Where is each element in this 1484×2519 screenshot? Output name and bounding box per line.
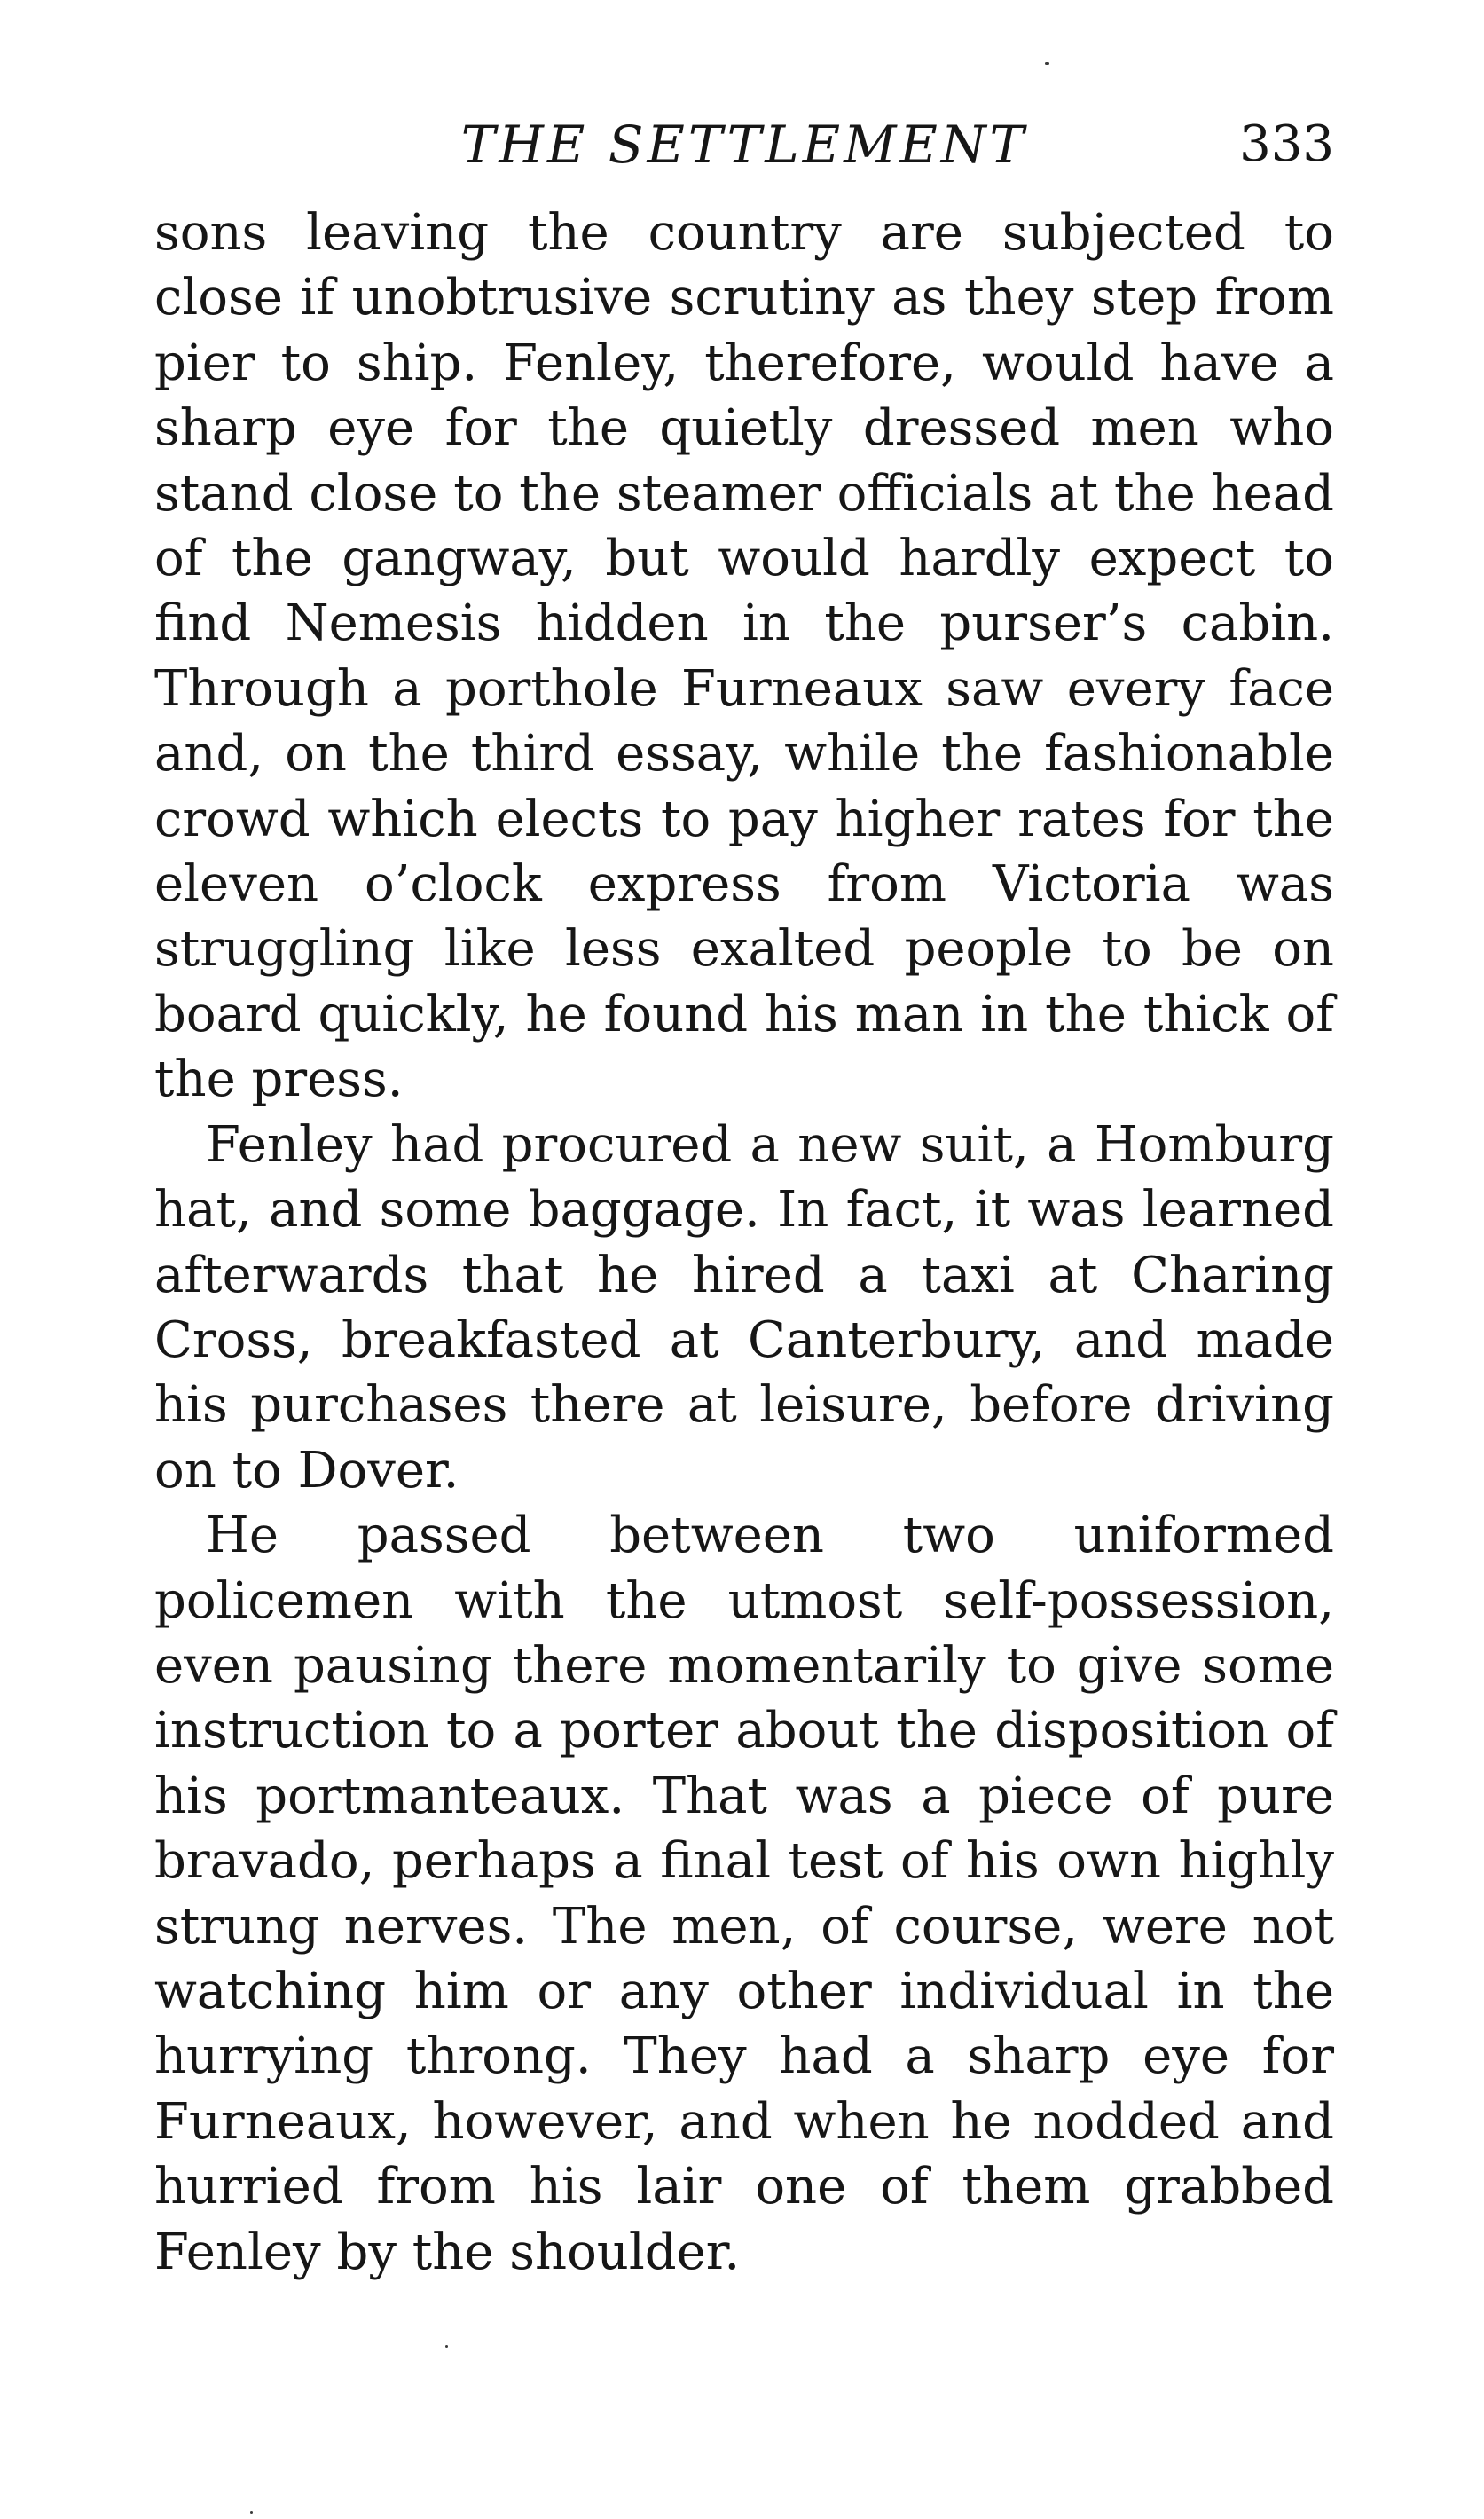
- paragraph-3: He passed between two uniformed policemen with the utmost self-possession, even pausing there momentarily to give some instruction to a porter about the disposition of his portmanteaux. That was a piece of pure bravado, perhaps a final test of his own highly strung nerves. The men, of course, were not watching him or any other individual in the hurrying throng. They had a sharp eye for Furneaux, however, and when he nodded and hurried from his lair one of them grabbed Fenley by the shoulder.: [154, 1507, 1334, 2281]
- paragraph-2: Fenley had procured a new suit, a Homburg hat, and some baggage. In fact, it was learned afterwards that he hired a taxi at Charing Cross, breakfasted at Canterbury, and made his purchases there at leisure, before driving on to Dover.: [154, 1115, 1334, 1500]
- paper-speck: [445, 2345, 448, 2348]
- paper-speck: [250, 2511, 253, 2514]
- paper-speck: [1045, 62, 1049, 65]
- running-title: THE SETTLEMENT: [460, 114, 1028, 175]
- body-text: [154, 201, 1334, 2285]
- page-number: 333: [1239, 115, 1334, 173]
- running-head: [154, 105, 1334, 185]
- paragraph-1: sons leaving the country are subjected to close if unobtrusive scrutiny as they step from pier to ship. Fenley, therefore, would have a sharp eye for the quietly dressed men who stand close to the steamer officials at the head of the gangway, but would hardly expect to find Nemesis hidden in the purser’s cabin. Through a porthole Furneaux saw every face and, on the third essay, while the fashionable crowd which elects to pay higher rates for the eleven o’clock express from Victoria was struggling like less exalted people to be on board quickly, he found his man in the thick of the press.: [154, 204, 1334, 1109]
